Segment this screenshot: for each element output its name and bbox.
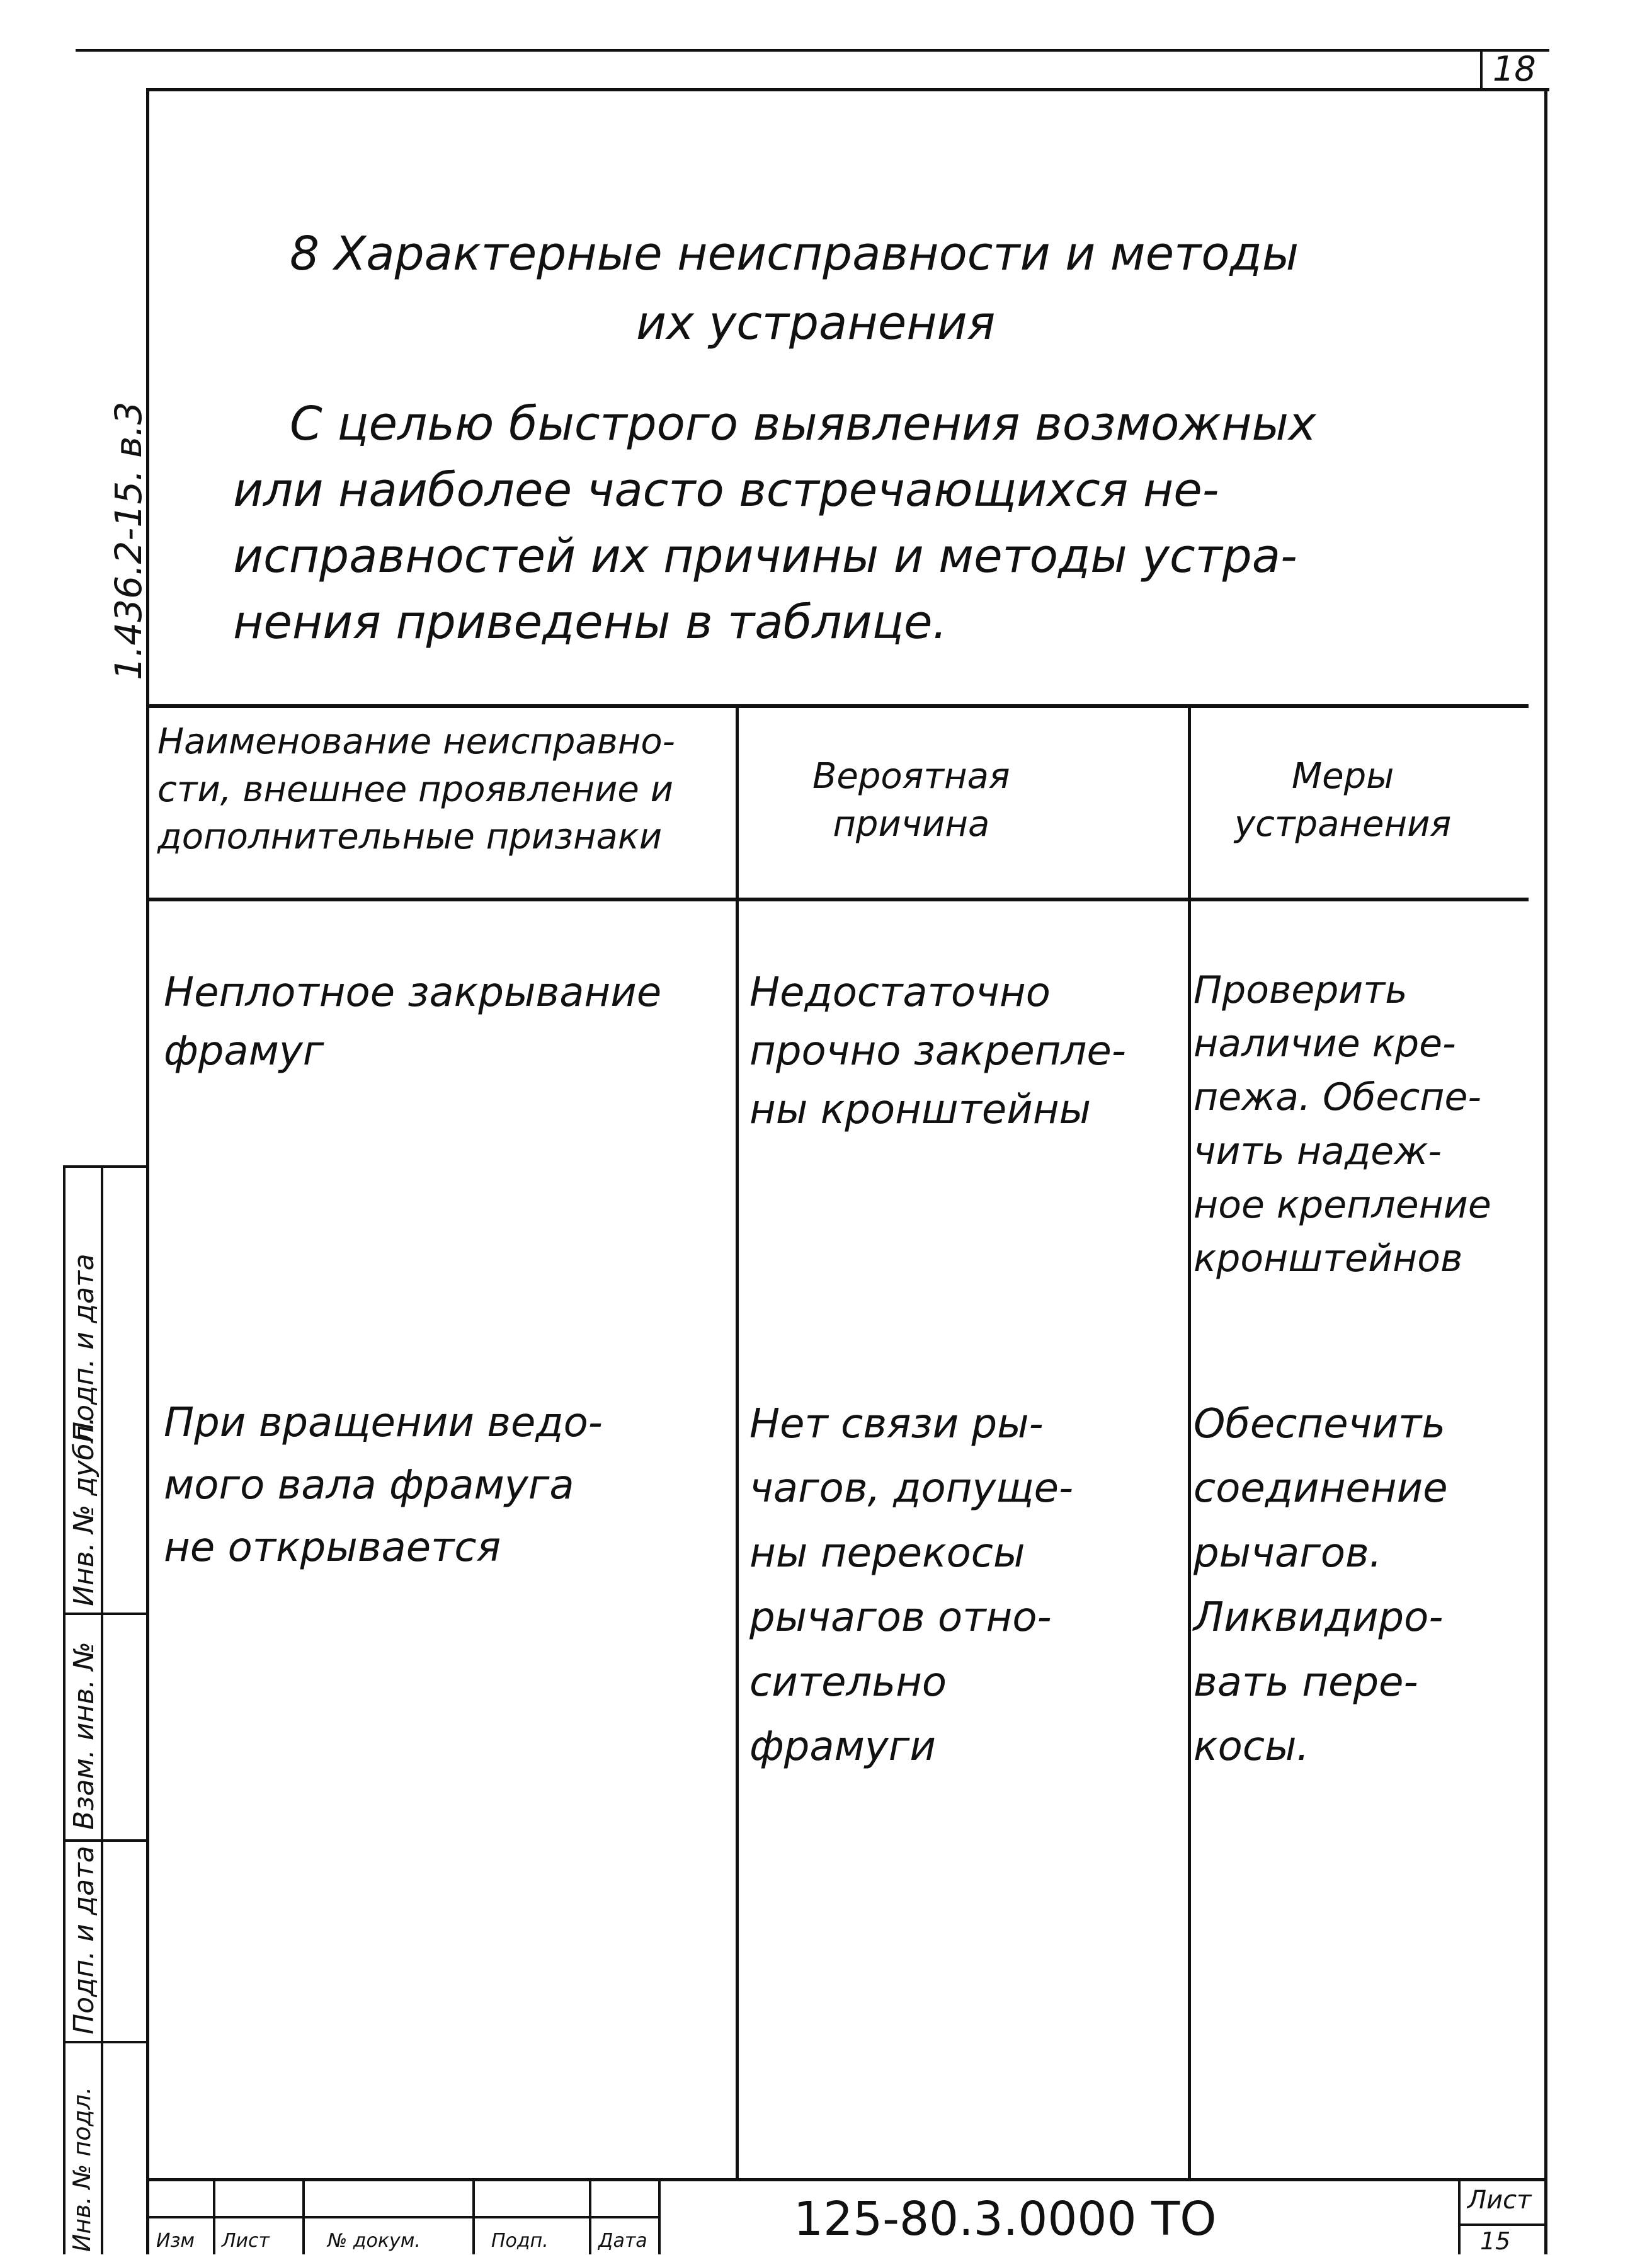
section-title-line1: 8 Характерные неисправности и методы	[290, 227, 1299, 281]
side-stamp-vzam-inv: Взам. инв. №	[68, 1641, 100, 1830]
page-box-left	[1480, 52, 1483, 89]
tb-v3	[472, 2178, 475, 2254]
document-code: 125-80.3.0000 ТО	[794, 2192, 1217, 2246]
intro-line-3: исправностей их причины и методы устра-	[233, 529, 1297, 583]
stamp-label-docum: № докум.	[328, 2230, 421, 2252]
stamp-label-list: Лист	[222, 2230, 270, 2252]
page-number: 18	[1493, 49, 1536, 89]
tb-v5	[658, 2178, 661, 2254]
side-stamp-inv-dubl: Инв. № дубл.	[68, 1416, 100, 1606]
side-code: 1.436.2-15. в.3	[107, 401, 150, 680]
row1-fault: Неплотное закрывание фрамуг	[164, 969, 662, 1075]
header-cause: Вероятная причина	[812, 756, 1010, 845]
side-stamp-outer	[63, 1165, 66, 2254]
tb-v2	[302, 2178, 305, 2254]
side-stamp-podp-data-2: Подп. и дата	[68, 1253, 100, 1442]
table-col-divider-1	[736, 704, 739, 2178]
row2-fault: При вращении ведо- мого вала фрамуга не открывается	[164, 1400, 603, 1572]
row1-remedy: Проверить наличие кре- пежа. Обеспе- чить надеж- ное крепление кронштейнов	[1193, 968, 1491, 1281]
header-remedy: Меры устранения	[1234, 756, 1452, 845]
top-edge-line	[76, 49, 1549, 52]
tb-v4	[589, 2178, 591, 2254]
sheet-label: Лист	[1467, 2186, 1532, 2215]
side-stamp-inv-podl: Инв. № подл.	[68, 2086, 96, 2252]
stamp-label-podp: Подп.	[491, 2230, 549, 2252]
side-stamp-div-2	[63, 1613, 149, 1615]
sheet-number: 15	[1480, 2227, 1511, 2255]
stamp-label-data: Дата	[598, 2230, 647, 2252]
tb-sheet-mid	[1458, 2224, 1546, 2226]
tb-v1	[213, 2178, 215, 2254]
intro-line-2: или наиболее часто встречающихся не-	[233, 463, 1219, 517]
intro-line-4: нения приведены в таблице.	[233, 595, 948, 649]
table-header-bottom-line	[149, 898, 1529, 901]
intro-line-1: С целью быстрого выявления возможных	[290, 397, 1316, 451]
side-stamp-inner	[101, 1165, 103, 2254]
titleblock-top	[149, 2178, 1544, 2181]
stamp-label-izm: Изм	[156, 2230, 195, 2252]
titleblock-mid	[149, 2216, 659, 2218]
frame-top	[146, 88, 1549, 91]
frame-right	[1544, 88, 1547, 2254]
row2-remedy: Обеспечить соединение рычагов. Ликвидиро- вать пере- косы.	[1193, 1401, 1448, 1770]
side-stamp-div-3	[63, 1839, 149, 1842]
header-fault: Наименование неисправно- сти, внешнее проявление и дополнительные признаки	[157, 721, 675, 858]
side-stamp-div-4	[63, 2041, 149, 2043]
table-col-divider-2	[1188, 704, 1191, 2178]
table-top-line	[149, 704, 1529, 708]
section-title-line2: их устранения	[636, 296, 996, 350]
tb-v6	[1458, 2178, 1461, 2254]
side-stamp-podp-data-1: Подп. и дата	[68, 1846, 100, 2035]
row1-cause: Недостаточно прочно закрепле- ны кронштейны	[749, 969, 1126, 1133]
row2-cause: Нет связи ры- чагов, допуще- ны перекосы рычагов отно- сительно фрамуги	[749, 1401, 1074, 1770]
side-stamp-div-1	[63, 1165, 149, 1168]
